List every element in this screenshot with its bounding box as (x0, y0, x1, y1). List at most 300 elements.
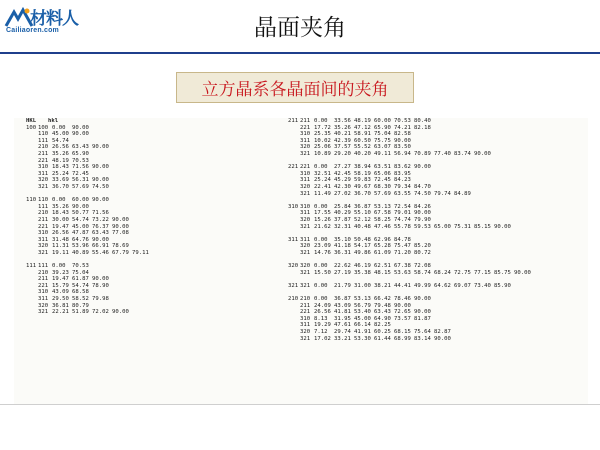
angle-cell: 80.40 (414, 118, 431, 124)
plane-cell: 221 (300, 124, 311, 131)
plane-cell: 110 (38, 197, 49, 204)
table-row (286, 329, 584, 336)
table-row (24, 270, 272, 277)
angle-cell: 21.62 (314, 223, 331, 230)
table-row (24, 138, 272, 145)
angle-cell: 66.14 (354, 322, 371, 329)
angle-cell: 83.74 (454, 150, 471, 157)
plane-cell: 211 (38, 216, 49, 223)
table-row (286, 171, 584, 178)
plane-cell: 210 (38, 144, 49, 151)
angle-cell: 47.12 (354, 124, 371, 131)
angle-cell: 45.00 (354, 315, 371, 322)
angle-cell: 38.21 (374, 282, 391, 289)
angle-cell: 90.00 (434, 335, 451, 342)
angle-cell: 85.15 (474, 223, 491, 230)
angle-cell: 59.53 (414, 223, 431, 230)
angle-cell: 57.69 (374, 190, 391, 197)
table-row (24, 296, 272, 303)
footer-divider (0, 404, 600, 405)
family-cell: 321 (288, 282, 299, 289)
plane-cell: 320 (300, 183, 311, 190)
angle-cell: 85.75 (494, 269, 511, 276)
angle-cell: 42.30 (334, 183, 351, 190)
plane-cell: 210 (38, 269, 49, 276)
angle-cell: 90.00 (92, 197, 109, 204)
plane-cell: 320 (300, 263, 311, 270)
angle-cell: 49.11 (374, 150, 391, 157)
angle-cell: 55.10 (354, 210, 371, 217)
angle-cell: 19.11 (52, 249, 69, 256)
table-row (24, 125, 272, 132)
angle-cell: 22.41 (314, 183, 331, 190)
angle-cell: 68.99 (394, 335, 411, 342)
plane-cell: 311 (38, 236, 49, 243)
table-row (24, 158, 272, 165)
angle-cell: 35.38 (354, 269, 371, 276)
plane-cell: 311 (300, 137, 311, 144)
angle-cell: 0.00 (314, 236, 328, 243)
angle-cell: 71.56 (92, 210, 109, 217)
angle-cell: 25.24 (314, 177, 331, 184)
angle-cell: 54.17 (354, 243, 371, 250)
angle-cell: 42.39 (334, 137, 351, 144)
table-row (286, 125, 584, 132)
angle-cell: 0.00 (314, 282, 328, 289)
angle-cell: 65.90 (72, 150, 89, 157)
table-row (286, 283, 584, 290)
angle-cell: 90.00 (112, 309, 129, 316)
angle-cell: 75.04 (72, 269, 89, 276)
angle-cell: 42.45 (334, 170, 351, 177)
angle-cell: 24.09 (314, 302, 331, 309)
angle-cell: 31.95 (334, 315, 351, 322)
angle-cell: 72.45 (72, 170, 89, 177)
angle-cell: 68.15 (394, 329, 411, 335)
plane-cell: 310 (300, 315, 311, 322)
angle-cell: 11.31 (52, 243, 69, 250)
angle-cell: 32.31 (334, 223, 351, 230)
angle-cell: 15.79 (52, 282, 69, 289)
angle-cell: 41.81 (334, 309, 351, 316)
angle-cell: 35.26 (52, 150, 69, 157)
angle-cell: 82.25 (374, 322, 391, 329)
angle-cell: 90.00 (92, 276, 109, 283)
angle-cell: 63.43 (374, 309, 391, 316)
angle-cell: 68.58 (72, 289, 89, 296)
angle-cell: 72.65 (394, 309, 411, 316)
angle-cell: 68.24 (434, 269, 451, 276)
table-row (24, 151, 272, 158)
angle-cell: 64.90 (374, 315, 391, 322)
plane-cell: 211 (38, 150, 49, 157)
angle-cell: 30.00 (52, 216, 69, 223)
angle-cell: 79.11 (132, 249, 149, 256)
angle-cell: 0.00 (314, 164, 328, 171)
plane-cell: 111 (38, 263, 49, 270)
angle-table (14, 118, 588, 404)
table-row (286, 316, 584, 323)
angle-cell: 90.00 (92, 236, 109, 243)
angle-cell: 65.90 (374, 124, 391, 131)
table-row (286, 243, 584, 250)
angle-cell: 84.70 (414, 183, 431, 190)
angle-cell: 40.89 (72, 249, 89, 256)
family-cell: 111 (26, 263, 37, 270)
angle-cell: 84.89 (454, 190, 471, 197)
plane-cell: 321 (300, 249, 311, 256)
angle-cell: 70.53 (394, 118, 411, 124)
angle-cell: 18.43 (52, 164, 69, 171)
angle-cell: 56.94 (394, 150, 411, 157)
plane-cell: 310 (300, 170, 311, 177)
table-row (286, 144, 584, 151)
angle-cell: 82.18 (414, 124, 431, 131)
angle-cell: 31.48 (52, 236, 69, 243)
plane-cell: 211 (300, 302, 311, 309)
table-row (24, 184, 272, 191)
table-row-spacer (286, 197, 584, 204)
table-header-row (24, 118, 272, 125)
angle-cell: 11.49 (314, 190, 331, 197)
angle-cell: 90.00 (92, 164, 109, 171)
angle-cell: 79.34 (394, 183, 411, 190)
angle-cell: 74.74 (394, 216, 411, 223)
angle-cell: 90.00 (112, 223, 129, 230)
angle-cell: 61.87 (72, 276, 89, 283)
angle-cell: 65.06 (374, 170, 391, 177)
table-row (24, 224, 272, 231)
angle-cell: 58.25 (374, 216, 391, 223)
table-row (24, 204, 272, 211)
angle-cell: 47.61 (334, 322, 351, 329)
angle-cell: 90.00 (414, 296, 431, 303)
plane-cell: 321 (300, 269, 311, 276)
angle-cell: 38.94 (354, 164, 371, 171)
angle-cell: 64.76 (72, 236, 89, 243)
angle-cell: 73.22 (92, 216, 109, 223)
angle-cell: 49.86 (354, 249, 371, 256)
plane-cell: 221 (38, 282, 49, 289)
plane-cell: 111 (38, 203, 49, 210)
angle-cell: 60.50 (354, 137, 371, 144)
angle-cell: 40.20 (354, 150, 371, 157)
table-row (286, 303, 584, 310)
angle-cell: 25.84 (334, 203, 351, 210)
plane-cell: 321 (300, 190, 311, 197)
table-row (24, 303, 272, 310)
angle-cell: 63.55 (394, 190, 411, 197)
table-row-spacer (286, 230, 584, 237)
table-row (24, 309, 272, 316)
table-row (286, 210, 584, 217)
family-cell: 311 (288, 236, 299, 243)
angle-cell: 25.24 (52, 170, 69, 177)
title-divider (0, 52, 600, 54)
angle-cell: 75.04 (374, 131, 391, 138)
angle-cell: 0.00 (314, 296, 328, 303)
family-cell: 221 (288, 164, 299, 171)
family-cell: 320 (288, 263, 299, 270)
angle-cell: 90.00 (414, 210, 431, 217)
angle-cell: 65.00 (434, 223, 451, 230)
angle-cell: 63.43 (72, 144, 89, 151)
angle-cell: 85.90 (494, 282, 511, 289)
angle-cell: 72.02 (92, 309, 109, 316)
angle-cell: 36.70 (52, 183, 69, 190)
header-cell: HKL (26, 118, 37, 124)
table-row (24, 131, 272, 138)
plane-cell: 310 (38, 230, 49, 237)
angle-cell: 81.87 (414, 315, 431, 322)
logo-site-text: Cailiaoren.com (6, 27, 59, 34)
angle-cell: 61.09 (374, 249, 391, 256)
angle-cell: 73.40 (474, 282, 491, 289)
angle-cell: 84.78 (394, 236, 411, 243)
angle-cell: 56.79 (354, 302, 371, 309)
angle-cell: 0.00 (52, 197, 66, 204)
table-row (286, 164, 584, 171)
angle-cell: 33.21 (334, 335, 351, 342)
angle-cell: 63.07 (374, 144, 391, 151)
angle-cell: 10.02 (314, 137, 331, 144)
family-cell: 210 (288, 296, 299, 303)
angle-cell: 27.19 (334, 269, 351, 276)
table-row (24, 230, 272, 237)
plane-cell: 320 (300, 144, 311, 151)
angle-cell: 63.43 (92, 230, 109, 237)
angle-cell: 77.40 (434, 150, 451, 157)
angle-table-left-pane (24, 118, 272, 316)
angle-cell: 40.29 (334, 210, 351, 217)
angle-cell: 74.21 (394, 124, 411, 131)
angle-cell: 77.15 (474, 269, 491, 276)
angle-cell: 70.53 (72, 263, 89, 270)
header-cell: hkl (48, 118, 59, 124)
angle-cell: 83.14 (414, 335, 431, 342)
table-row (24, 164, 272, 171)
angle-cell: 72.75 (454, 269, 471, 276)
table-row (286, 217, 584, 224)
angle-cell: 43.09 (52, 289, 69, 296)
plane-cell: 310 (38, 289, 49, 296)
table-row (286, 309, 584, 316)
table-row (24, 250, 272, 257)
angle-cell: 58.19 (354, 170, 371, 177)
angle-cell: 36.87 (354, 203, 371, 210)
angle-cell: 46.19 (354, 263, 371, 270)
table-row (286, 270, 584, 277)
table-row (24, 171, 272, 178)
angle-cell: 26.56 (52, 144, 69, 151)
angle-cell: 75.64 (414, 329, 431, 335)
angle-cell: 58.74 (414, 269, 431, 276)
angle-cell: 0.00 (314, 263, 328, 270)
angle-cell: 0.00 (52, 124, 66, 131)
plane-cell: 210 (300, 296, 311, 303)
plane-cell: 310 (38, 164, 49, 171)
table-row (24, 263, 272, 270)
plane-cell: 311 (300, 210, 311, 217)
angle-cell: 23.09 (314, 243, 331, 250)
plane-cell: 320 (300, 243, 311, 250)
table-row (24, 289, 272, 296)
angle-cell: 57.69 (72, 183, 89, 190)
page-title: 晶面夹角 (254, 15, 346, 41)
table-row-spacer (24, 256, 272, 263)
angle-cell: 90.00 (92, 144, 109, 151)
plane-cell: 320 (38, 243, 49, 250)
angle-cell: 90.00 (394, 137, 411, 144)
angle-cell: 37.87 (334, 216, 351, 223)
angle-cell: 50.77 (72, 210, 89, 217)
angle-cell: 32.51 (314, 170, 331, 177)
angle-cell: 35.10 (334, 236, 351, 243)
angle-cell: 7.12 (314, 329, 328, 335)
angle-cell: 48.15 (374, 269, 391, 276)
table-row (286, 151, 584, 158)
angle-cell: 90.00 (414, 164, 431, 171)
table-row (286, 336, 584, 343)
angle-cell: 51.89 (72, 309, 89, 316)
angle-cell: 79.90 (414, 216, 431, 223)
angle-table-right-pane (286, 118, 584, 342)
angle-cell: 17.55 (314, 210, 331, 217)
angle-cell: 55.78 (394, 223, 411, 230)
angle-cell: 59.83 (354, 177, 371, 184)
angle-cell: 73.57 (394, 315, 411, 322)
angle-cell: 58.91 (354, 131, 371, 138)
table-row (286, 177, 584, 184)
angle-cell: 79.98 (92, 296, 109, 303)
plane-cell: 100 (38, 124, 49, 131)
angle-cell: 60.00 (374, 118, 391, 124)
angle-cell: 62.51 (374, 263, 391, 270)
angle-cell: 65.28 (374, 243, 391, 250)
angle-cell: 44.41 (394, 282, 411, 289)
angle-cell: 75.31 (454, 223, 471, 230)
angle-cell: 35.26 (52, 203, 69, 210)
table-row-spacer (286, 289, 584, 296)
family-cell: 211 (288, 118, 299, 124)
angle-cell: 14.76 (314, 249, 331, 256)
angle-cell: 25.35 (314, 131, 331, 138)
plane-cell: 321 (38, 183, 49, 190)
angle-cell: 19.47 (52, 276, 69, 283)
table-row (24, 210, 272, 217)
angle-cell: 54.74 (72, 216, 89, 223)
angle-cell: 80.72 (414, 249, 431, 256)
angle-cell: 72.08 (414, 263, 431, 270)
angle-cell: 53.13 (354, 296, 371, 303)
angle-cell: 36.70 (354, 190, 371, 197)
angle-cell: 67.38 (394, 263, 411, 270)
angle-cell: 53.96 (72, 243, 89, 250)
angle-cell: 67.58 (374, 210, 391, 217)
angle-cell: 56.31 (72, 177, 89, 184)
table-row (24, 177, 272, 184)
angle-cell: 54.74 (72, 282, 89, 289)
angle-cell: 29.74 (334, 329, 351, 335)
angle-cell: 40.48 (354, 223, 371, 230)
angle-cell: 39.23 (52, 269, 69, 276)
angle-cell: 74.50 (414, 190, 431, 197)
table-row (286, 118, 584, 125)
angle-cell: 25.06 (314, 144, 331, 151)
family-cell: 310 (288, 203, 299, 210)
angle-cell: 55.46 (92, 249, 109, 256)
angle-cell: 60.00 (72, 197, 89, 204)
angle-cell: 27.27 (334, 164, 351, 171)
angle-cell: 49.67 (354, 183, 371, 190)
angle-cell: 66.42 (374, 296, 391, 303)
angle-cell: 72.54 (394, 203, 411, 210)
angle-cell: 17.72 (314, 124, 331, 131)
angle-cell: 19.29 (314, 322, 331, 329)
plane-cell: 320 (300, 329, 311, 335)
angle-cell: 71.20 (394, 249, 411, 256)
angle-cell: 58.52 (72, 296, 89, 303)
angle-cell: 78.69 (112, 243, 129, 250)
angle-cell: 78.46 (394, 296, 411, 303)
family-cell: 110 (26, 197, 37, 204)
table-row (24, 243, 272, 250)
angle-cell: 53.40 (354, 309, 371, 316)
angle-cell: 50.48 (354, 236, 371, 243)
angle-cell: 79.74 (434, 190, 451, 197)
angle-cell: 70.53 (72, 157, 89, 164)
angle-cell: 80.79 (72, 302, 89, 309)
angle-cell: 90.00 (112, 216, 129, 223)
table-row (24, 237, 272, 244)
table-row (286, 184, 584, 191)
section-banner: 立方晶系各晶面间的夹角 (176, 72, 414, 103)
angle-cell: 26.56 (314, 309, 331, 316)
plane-cell: 211 (38, 276, 49, 283)
angle-cell: 82.87 (434, 329, 451, 335)
angle-cell: 37.57 (334, 144, 351, 151)
table-row-spacer (286, 158, 584, 165)
angle-cell: 0.00 (314, 118, 328, 124)
plane-cell: 210 (38, 210, 49, 217)
family-cell: 100 (26, 124, 37, 131)
angle-cell: 53.63 (394, 269, 411, 276)
angle-cell: 49.99 (414, 282, 431, 289)
angle-cell: 43.09 (334, 302, 351, 309)
angle-cell: 76.37 (92, 223, 109, 230)
angle-cell: 31.00 (354, 282, 371, 289)
angle-cell: 53.30 (354, 335, 371, 342)
angle-cell: 90.00 (494, 223, 511, 230)
angle-cell: 90.00 (72, 124, 89, 131)
angle-cell: 79.48 (374, 302, 391, 309)
angle-cell: 70.89 (414, 150, 431, 157)
table-row (286, 250, 584, 257)
angle-cell: 36.87 (334, 296, 351, 303)
plane-cell: 310 (300, 203, 311, 210)
table-row (286, 224, 584, 231)
plane-cell: 111 (38, 137, 49, 144)
plane-cell: 321 (38, 309, 49, 316)
angle-cell: 19.47 (52, 223, 69, 230)
plane-cell: 321 (300, 150, 311, 157)
table-row (286, 296, 584, 303)
angle-cell: 75.47 (394, 243, 411, 250)
table-row (286, 237, 584, 244)
angle-cell: 66.91 (92, 243, 109, 250)
angle-cell: 48.19 (52, 157, 69, 164)
angle-cell: 90.00 (72, 203, 89, 210)
